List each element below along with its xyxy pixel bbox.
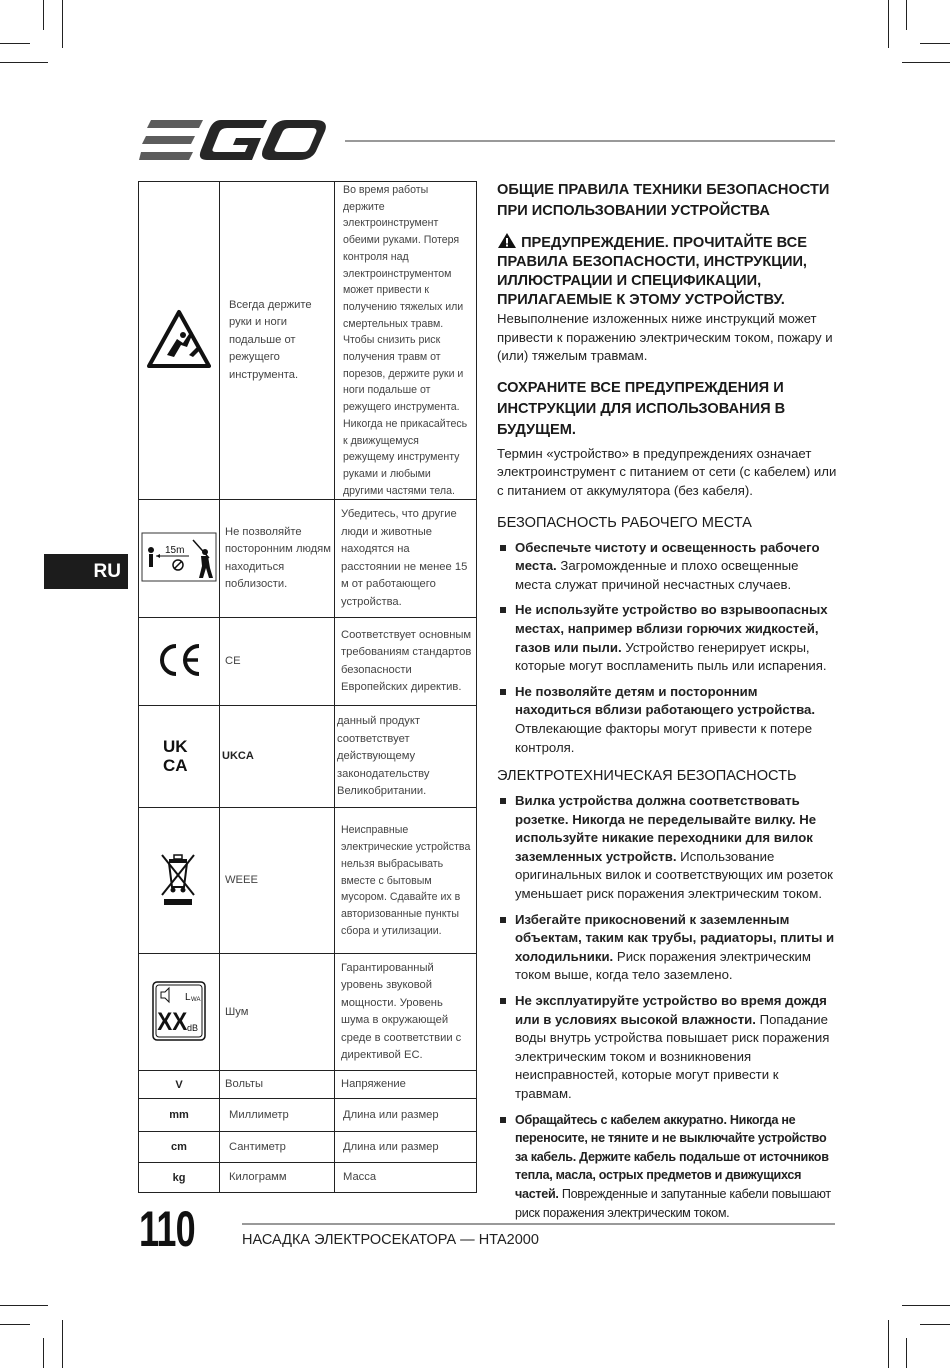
symbol-description: данный продукт соответствует действующему законодательству Великобритании. <box>335 706 477 808</box>
symbol-description: Напряжение <box>335 1071 477 1099</box>
cutting-hazard-icon <box>147 309 211 369</box>
symbol-name: Шум <box>220 954 335 1071</box>
symbol-name: Не позволяйте посторонним людям находиться поблизости. <box>220 500 335 618</box>
svg-text:dB: dB <box>187 1022 199 1033</box>
svg-text:15m: 15m <box>165 545 185 557</box>
symbol-description: Длина или размер <box>335 1132 477 1163</box>
header-rule <box>345 140 835 142</box>
bullet-icon <box>500 607 506 613</box>
footer-title: НАСАДКА ЭЛЕКТРОСЕКАТОРА — HTA2000 <box>242 1232 539 1248</box>
list-item: Вилка устройства должна соответствовать розетке. Никогда не переделывайте вилку. Не используйте никакие переходники для вилок заземленных устройств. Использование оригинальных вилок и соответствующих им розеток уменьшает риск поражения электрическим током. <box>497 792 837 904</box>
crop-mark <box>920 43 950 44</box>
table-row <box>139 618 477 706</box>
crop-mark <box>920 1324 950 1325</box>
ce-mark-icon <box>157 643 201 677</box>
work-area-heading: БЕЗОПАСНОСТЬ РАБОЧЕГО МЕСТА <box>497 514 752 531</box>
warning-text-bold: ПРЕДУПРЕЖДЕНИЕ. ПРОЧИТАЙТЕ ВСЕ ПРАВИЛА БЕЗОПАСНОСТИ, ИНСТРУКЦИИ, ИЛЛЮСТРАЦИИ И СПЕЦИФИКАЦИИ, ПРИЛАГАЕМЫЕ К ЭТОМУ УСТРОЙСТВУ. <box>497 235 807 308</box>
crop-mark <box>888 0 889 48</box>
crop-mark <box>888 1320 889 1368</box>
crop-mark <box>62 0 63 48</box>
bullet-icon <box>500 998 506 1004</box>
language-tab: RU <box>44 554 128 589</box>
svg-text:CA: CA <box>163 756 188 774</box>
warning-heading <box>497 232 837 310</box>
page-number: 110 <box>139 1201 195 1257</box>
symbol-name: CE <box>220 618 335 706</box>
symbols-table <box>138 181 477 1193</box>
table-row <box>139 706 477 808</box>
list-item: Избегайте прикосновений к заземленным объектам, таким как трубы, радиаторы, плиты и холодильники. Риск поражения электрическим током выше, когда тело заземлено. <box>497 911 837 985</box>
crop-mark <box>0 1305 48 1306</box>
section-title: ОБЩИЕ ПРАВИЛА ТЕХНИКИ БЕЗОПАСНОСТИ ПРИ ИСПОЛЬЗОВАНИИ УСТРОЙСТВА <box>497 182 830 219</box>
unit-symbol: V <box>139 1071 220 1099</box>
bullet-icon <box>500 798 506 804</box>
table-row <box>139 182 477 500</box>
list-item: Не позволяйте детям и посторонним находиться вблизи работающего устройства. Отвлекающие факторы могут привести к потере контроля. <box>497 683 837 757</box>
crop-mark <box>906 0 907 30</box>
list-item: Не эксплуатируйте устройство во время дождя или в условиях высокой влажности. Попадание воды внутрь устройства повышает риск поражения электрическим током и возникновения неисправностей, которые могут привести к травмам. <box>497 992 837 1104</box>
symbol-name: Миллиметр <box>220 1099 335 1132</box>
table-row <box>139 1163 477 1193</box>
save-heading: СОХРАНИТЕ ВСЕ ПРЕДУПРЕЖДЕНИЯ И ИНСТРУКЦИИ ДЛЯ ИСПОЛЬЗОВАНИЯ В БУДУЩЕМ. <box>497 379 786 438</box>
symbol-description: Масса <box>335 1163 477 1193</box>
crop-mark <box>43 1338 44 1368</box>
crop-mark <box>906 1338 907 1368</box>
symbol-cell <box>139 706 220 808</box>
crop-mark <box>0 62 48 63</box>
crop-mark <box>43 0 44 30</box>
warning-triangle-icon <box>497 232 517 249</box>
keep-distance-icon <box>141 532 217 582</box>
symbol-name: Всегда держите руки и ноги подальше от режущего инструмента. <box>220 182 335 500</box>
symbol-name: Сантиметр <box>220 1132 335 1163</box>
warning-body: Невыполнение изложенных ниже инструкций может привести к поражению электрическим током, пожару и (или) тяжелым травмам. <box>497 311 833 364</box>
bullet-icon <box>500 545 506 551</box>
crop-mark <box>902 62 950 63</box>
table-row <box>139 954 477 1071</box>
ukca-mark-icon <box>162 737 196 773</box>
symbol-cell <box>139 500 220 618</box>
table-row <box>139 808 477 954</box>
footer-rule <box>242 1223 835 1225</box>
symbol-cell <box>139 954 220 1071</box>
symbol-description: Убедитесь, что другие люди и животные находятся на расстоянии не менее 15 м от работающего устройства. <box>335 500 477 618</box>
list-item: Обращайтесь с кабелем аккуратно. Никогда не переносите, не тяните и не выключайте устройство за кабель. Держите кабель подальше от источников тепла, масла, острых предметов и движущихся частей. Поврежденные и запутанные кабели повышают риск поражения электрическим током. <box>497 1111 837 1223</box>
symbol-name: UKCA <box>220 706 335 808</box>
symbol-cell <box>139 808 220 954</box>
safety-rules-column <box>497 180 837 1229</box>
table-row <box>139 1132 477 1163</box>
crop-mark <box>0 1324 30 1325</box>
table-row <box>139 1071 477 1099</box>
crop-mark <box>62 1320 63 1368</box>
symbol-name: WEEE <box>220 808 335 954</box>
symbol-description: Гарантированный уровень звуковой мощности. Уровень шума в окружающей среде в соответствии с директивой ЕС. <box>335 954 477 1071</box>
save-body: Термин «устройство» в предупреждениях означает электроинструмент с питанием от сети (с кабелем) или с питанием от аккумулятора (без кабеля). <box>497 445 837 498</box>
weee-bin-icon <box>159 851 199 907</box>
svg-text:UK: UK <box>163 737 188 757</box>
symbol-description: Во время работы держите электроинструмент обеими руками. Потеря контроля над электроинструментом может привести к получению тяжелых или смертельных травм. Чтобы снизить риск получения травм от порезов, держите руки и ноги подальше от режущего инструмента. Никогда не прикасайтесь к движущемуся режущему инструменту руками и любыми другими частями тела. <box>335 182 477 500</box>
table-row <box>139 500 477 618</box>
unit-symbol: kg <box>139 1163 220 1193</box>
svg-text:WA: WA <box>191 996 201 1003</box>
symbol-name: Килограмм <box>220 1163 335 1193</box>
list-item: Не используйте устройство во взрывоопасных местах, например вблизи горючих жидкостей, газов или пыли. Устройство генерирует искры, которые могут воспламенить пыль или испарения. <box>497 601 837 675</box>
table-row <box>139 1099 477 1132</box>
electrical-heading: ЭЛЕКТРОТЕХНИЧЕСКАЯ БЕЗОПАСНОСТЬ <box>497 768 797 785</box>
crop-mark <box>902 1305 950 1306</box>
symbol-description: Длина или размер <box>335 1099 477 1132</box>
symbol-name: Вольты <box>220 1071 335 1099</box>
unit-symbol: mm <box>139 1099 220 1132</box>
bullet-icon <box>500 917 506 923</box>
bullet-icon <box>500 689 506 695</box>
symbol-description: Соответствует основным требованиям стандартов безопасности Европейских директив. <box>335 618 477 706</box>
bullet-icon <box>500 1117 506 1123</box>
ego-logo <box>139 118 329 164</box>
svg-text:L: L <box>185 991 191 1003</box>
list-item: Обеспечьте чистоту и освещенность рабочего места. Загроможденные и плохо освещенные места служат причиной несчастных случаев. <box>497 539 837 595</box>
svg-text:XX: XX <box>157 1007 188 1037</box>
symbol-cell <box>139 182 220 500</box>
symbol-description: Неисправные электрические устройства нельзя выбрасывать вместе с бытовым мусором. Сдавайте их в авторизованные пункты сбора и утилизации. <box>335 808 477 954</box>
symbol-cell <box>139 618 220 706</box>
crop-mark <box>0 43 30 44</box>
noise-level-icon <box>151 980 207 1042</box>
unit-symbol: cm <box>139 1132 220 1163</box>
